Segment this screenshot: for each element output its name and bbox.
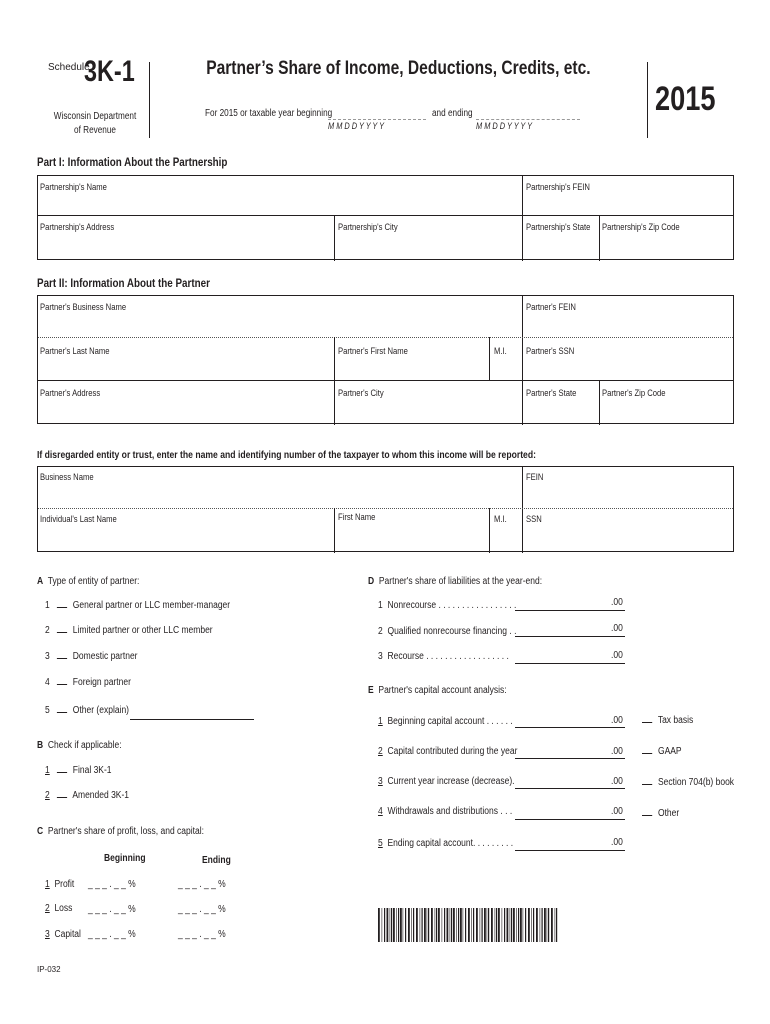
capital-row: 3 Capital: [45, 929, 81, 940]
partnership-address-field[interactable]: Partnership's Address: [40, 222, 115, 232]
checkbox[interactable]: [57, 600, 67, 608]
begin-date-format: M M D D Y Y Y Y: [328, 121, 385, 131]
part1-vsep-city: [334, 215, 335, 261]
entity-type-3[interactable]: 3 Domestic partner: [45, 651, 138, 662]
individual-ssn-field[interactable]: SSN: [526, 514, 542, 524]
nonrecourse-cents: .00: [611, 597, 623, 608]
partner-address-field[interactable]: Partner's Address: [40, 388, 101, 398]
profit-ending-field[interactable]: _ _ _ . _ _ %: [178, 879, 226, 890]
ending-capital-field[interactable]: [515, 837, 625, 851]
disregarded-box: [37, 466, 734, 552]
qualified-nonrecourse-cents: .00: [611, 623, 623, 634]
recourse-field[interactable]: [515, 650, 625, 664]
partnership-state-field[interactable]: Partnership's State: [526, 222, 591, 232]
withdrawals-label: 4 Withdrawals and distributions . . .: [378, 806, 513, 817]
part2-vsep-city: [334, 337, 335, 425]
barcode-image: [378, 908, 560, 942]
disregarded-business-name-field[interactable]: Business Name: [40, 472, 94, 482]
checkbox[interactable]: [57, 790, 67, 798]
disregarded-fein-field[interactable]: FEIN: [526, 472, 544, 482]
part2-vsep-fein: [522, 296, 523, 425]
part2-vsep-zip: [599, 380, 600, 425]
checkbox[interactable]: [57, 705, 67, 713]
part2-vsep-mi: [489, 337, 490, 380]
profit-beginning-field[interactable]: _ _ _ . _ _ %: [88, 879, 136, 890]
tax-year-label: For 2015 or taxable year beginning: [205, 108, 333, 119]
part1-box: [37, 175, 734, 260]
partner-state-field[interactable]: Partner's State: [526, 388, 577, 398]
checkbox[interactable]: [642, 746, 652, 754]
individual-last-name-field[interactable]: Individual's Last Name: [40, 514, 117, 524]
checkbox[interactable]: [57, 651, 67, 659]
check-final[interactable]: 1 Final 3K-1: [45, 765, 112, 776]
withdrawals-cents: .00: [611, 806, 623, 817]
part1-vsep-fein: [522, 176, 523, 261]
part2-box: [37, 295, 734, 424]
entity-type-2[interactable]: 2 Limited partner or other LLC member: [45, 625, 213, 636]
col-beginning: Beginning: [104, 853, 146, 864]
current-year-increase-cents: .00: [611, 776, 623, 787]
partnership-zip-field[interactable]: Partnership's Zip Code: [602, 222, 680, 232]
other-explain-field[interactable]: [130, 706, 254, 720]
part1-vsep-zip: [599, 215, 600, 261]
individual-mi-field[interactable]: M.I.: [494, 514, 507, 524]
form-code: IP-032: [37, 965, 61, 974]
basis-gaap[interactable]: GAAP: [642, 746, 682, 757]
partnership-city-field[interactable]: Partnership's City: [338, 222, 398, 232]
partner-city-field[interactable]: Partner's City: [338, 388, 384, 398]
current-year-increase-label: 3 Current year increase (decrease).: [378, 776, 515, 787]
dept-line-1: Wisconsin Department: [53, 111, 137, 122]
checkbox[interactable]: [642, 715, 652, 723]
recourse-label: 3 Recourse . . . . . . . . . . . . . . . . . .: [378, 651, 509, 662]
recourse-cents: .00: [611, 650, 623, 661]
partner-mi-field[interactable]: M.I.: [494, 346, 507, 356]
entity-type-5[interactable]: 5 Other (explain): [45, 705, 130, 716]
checkbox[interactable]: [642, 777, 652, 785]
current-year-increase-field[interactable]: [515, 775, 625, 789]
capital-beginning-field[interactable]: _ _ _ . _ _ %: [88, 929, 136, 940]
loss-row: 2 Loss: [45, 903, 73, 914]
capital-contributed-label: 2 Capital contributed during the year: [378, 746, 518, 757]
partnership-fein-field[interactable]: Partnership's FEIN: [526, 182, 590, 192]
disregarded-vsep-fein: [522, 467, 523, 553]
partner-zip-field[interactable]: Partner's Zip Code: [602, 388, 666, 398]
checkbox[interactable]: [57, 765, 67, 773]
disregarded-row-divider: [38, 508, 733, 509]
end-date-field[interactable]: [476, 108, 580, 131]
ending-capital-label: 5 Ending capital account. . . . . . . . .: [378, 838, 514, 849]
loss-beginning-field[interactable]: _ _ _ . _ _ %: [88, 904, 136, 915]
end-date-format: M M D D Y Y Y Y: [476, 121, 533, 131]
department-name: [40, 110, 150, 138]
col-ending: Ending: [202, 855, 231, 866]
and-ending-label: and ending: [432, 108, 473, 119]
nonrecourse-field[interactable]: [515, 597, 625, 611]
part2-row-divider-1: [38, 337, 733, 338]
profit-row: 1 Profit: [45, 879, 75, 890]
beginning-capital-cents: .00: [611, 715, 623, 726]
partner-fein-field[interactable]: Partner's FEIN: [526, 302, 576, 312]
basis-704b[interactable]: Section 704(b) book: [642, 777, 734, 788]
nonrecourse-label: 1 Nonrecourse . . . . . . . . . . . . . . . . .: [378, 600, 517, 611]
individual-first-name-field[interactable]: First Name: [338, 512, 376, 522]
section-b-heading: B Check if applicable:: [37, 740, 122, 751]
entity-type-4[interactable]: 4 Foreign partner: [45, 677, 131, 688]
begin-date-field[interactable]: [328, 108, 426, 131]
disregarded-vsep-first: [334, 508, 335, 553]
check-amended[interactable]: 2 Amended 3K-1: [45, 790, 130, 801]
section-a-heading: A Type of entity of partner:: [37, 576, 140, 587]
capital-ending-field[interactable]: _ _ _ . _ _ %: [178, 929, 226, 940]
section-c-heading: C Partner's share of profit, loss, and capital:: [37, 826, 204, 837]
header-divider-right: [647, 62, 648, 138]
part1-row-divider: [38, 215, 733, 216]
checkbox[interactable]: [642, 808, 652, 816]
entity-type-1[interactable]: 1 General partner or LLC member-manager: [45, 600, 231, 611]
schedule-word: Schedule: [48, 62, 90, 73]
section-d-heading: D Partner's share of liabilities at the year-end:: [368, 576, 543, 587]
part1-title: Part I: Information About the Partnership: [37, 155, 228, 169]
beginning-capital-field[interactable]: [515, 714, 625, 728]
ending-capital-cents: .00: [611, 837, 623, 848]
partner-last-name-field[interactable]: Partner's Last Name: [40, 346, 110, 356]
beginning-capital-label: 1 Beginning capital account . . . . . .: [378, 716, 513, 727]
partnership-name-field[interactable]: Partnership's Name: [40, 182, 107, 192]
part2-row-divider-2: [38, 380, 733, 381]
schedule-number: 3K-1: [84, 55, 135, 88]
tax-year: 2015: [655, 80, 716, 118]
capital-contributed-field[interactable]: [515, 745, 625, 759]
disregarded-title: If disregarded entity or trust, enter the name and identifying number of the taxpayer to whom this income will be reported:: [37, 449, 536, 461]
capital-contributed-cents: .00: [611, 746, 623, 757]
qualified-nonrecourse-label: 2 Qualified nonrecourse financing . .: [378, 626, 517, 637]
partner-first-name-field[interactable]: Partner's First Name: [338, 346, 408, 356]
basis-tax[interactable]: Tax basis: [642, 715, 693, 726]
basis-other[interactable]: Other: [642, 808, 679, 819]
checkbox[interactable]: [57, 625, 67, 633]
disregarded-vsep-mi: [489, 508, 490, 553]
withdrawals-field[interactable]: [515, 806, 625, 820]
qualified-nonrecourse-field[interactable]: [515, 623, 625, 637]
partner-ssn-field[interactable]: Partner's SSN: [526, 346, 575, 356]
section-e-heading: E Partner's capital account analysis:: [368, 685, 507, 696]
partner-business-name-field[interactable]: Partner's Business Name: [40, 302, 127, 312]
loss-ending-field[interactable]: _ _ _ . _ _ %: [178, 904, 226, 915]
dept-line-2: of Revenue: [74, 125, 116, 136]
form-title: Partner’s Share of Income, Deductions, Credits, etc.: [206, 58, 591, 79]
checkbox[interactable]: [57, 677, 67, 685]
part2-title: Part II: Information About the Partner: [37, 276, 210, 290]
